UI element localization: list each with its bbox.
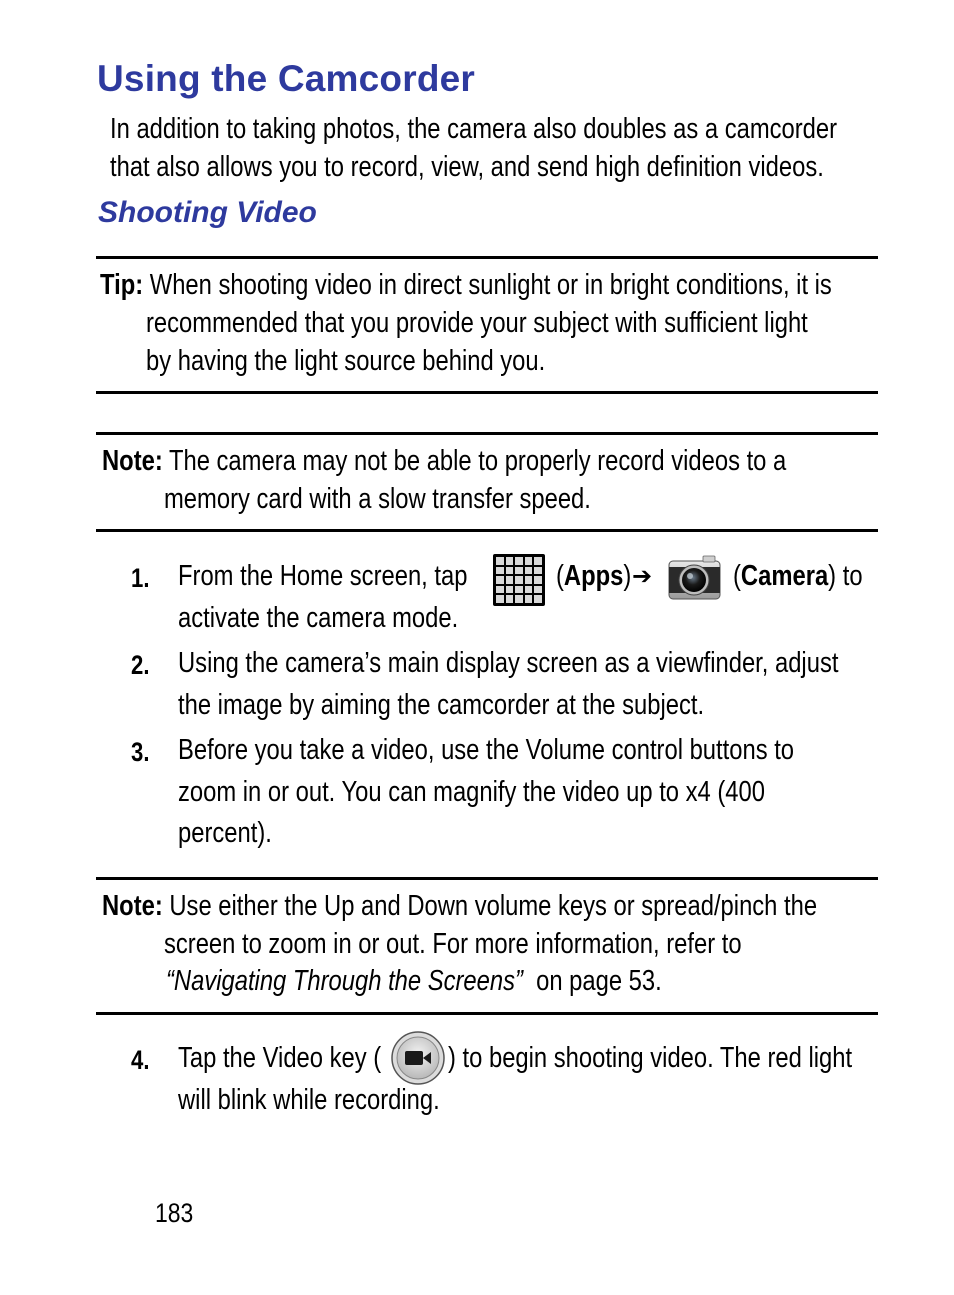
step-3-line-2: zoom in or out. You can magnify the video up to x4 (400 — [178, 776, 765, 808]
tip-text-1: When shooting video in direct sunlight or in bright conditions, it is — [149, 269, 832, 301]
arrow-icon: ➔ — [632, 562, 653, 590]
step-1-text-a: From the Home screen, tap — [178, 560, 468, 592]
note1-top-rule — [96, 432, 878, 435]
step-1-line-2: activate the camera mode. — [178, 602, 459, 634]
step-1-camera-label: (Camera) to — [733, 560, 863, 592]
note1-text-1: The camera may not be able to properly record videos to a — [168, 445, 787, 477]
note2-top-rule — [96, 877, 878, 880]
note1-bottom-rule — [96, 529, 878, 532]
step-4-text-b: ) to begin shooting video. The red light — [448, 1042, 853, 1074]
cross-reference-link[interactable]: “Navigating Through the Screens” — [166, 965, 523, 997]
apps-label: Apps — [563, 560, 624, 592]
note1-label: Note: — [102, 445, 163, 477]
step-1-apps-label: (Apps) — [556, 560, 632, 592]
step-4-line-2: will blink while recording. — [178, 1084, 440, 1116]
page-title: Using the Camcorder — [97, 58, 475, 99]
step-3-line-1: Before you take a video, use the Volume control buttons to — [178, 734, 795, 766]
tip-line-1 — [100, 271, 954, 300]
note1-line-2: memory card with a slow transfer speed. — [164, 483, 591, 515]
page-number: 183 — [155, 1198, 194, 1228]
section-heading: Shooting Video — [98, 196, 317, 229]
tip-label: Tip: — [100, 269, 144, 301]
video-key-icon — [390, 1030, 446, 1086]
apps-icon — [493, 554, 545, 606]
intro-line-1: In addition to taking photos, the camera also doubles as a camcorder — [110, 113, 838, 145]
tip-line-2: recommended that you provide your subject with sufficient light — [146, 307, 808, 339]
step-4-text-a: Tap the Video key ( — [178, 1042, 382, 1074]
intro-line-2: that also allows you to record, view, and send high definition videos. — [110, 151, 824, 183]
tip-top-rule — [96, 256, 878, 259]
note2-text-1: Use either the Up and Down volume keys or spread/pinch the — [169, 890, 818, 922]
step-2-line-1: Using the camera’s main display screen as a viewfinder, adjust — [178, 647, 839, 679]
tip-bottom-rule — [96, 391, 878, 394]
camera-icon — [667, 553, 722, 603]
page-reference: on page 53. — [536, 965, 662, 997]
note1-line-1 — [102, 447, 936, 476]
note2-bottom-rule — [96, 1012, 878, 1015]
step-2-line-2: the image by aiming the camcorder at the subject. — [178, 689, 705, 721]
note2-label: Note: — [102, 890, 163, 922]
step-3-line-3: percent). — [178, 817, 272, 849]
note2-line-1 — [102, 892, 954, 921]
step-2-number: 2. — [131, 650, 150, 680]
note2-line-3 — [166, 967, 771, 996]
step-4-number: 4. — [131, 1045, 150, 1075]
step-1-number: 1. — [131, 563, 150, 593]
step-3-number: 3. — [131, 737, 150, 767]
camera-label: Camera — [740, 560, 829, 592]
note2-line-2: screen to zoom in or out. For more information, refer to — [164, 928, 742, 960]
tip-line-3: by having the light source behind you. — [146, 345, 546, 377]
